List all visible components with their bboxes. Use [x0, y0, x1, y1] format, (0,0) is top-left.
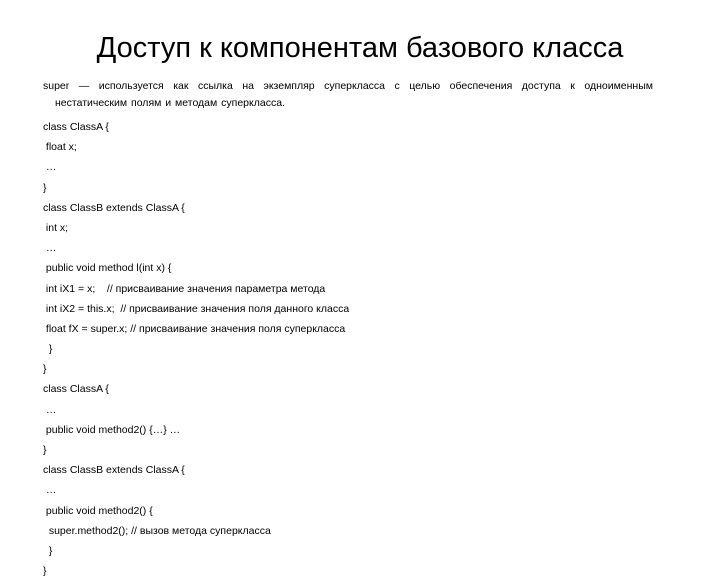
- code-block: [43, 117, 653, 581]
- code-line: }: [43, 181, 47, 194]
- code-line: int iX1 = x; // присваивание значения параметра метода: [43, 282, 326, 295]
- code-line: …: [43, 242, 57, 255]
- code-line: …: [43, 161, 57, 174]
- code-line: int iX2 = this.x; // присваивание значения поля данного класса: [43, 302, 350, 315]
- code-line: super.method2(); // вызов метода суперкласса: [43, 524, 271, 537]
- code-line: float fX = super.x; // присваивание значения поля суперкласса: [43, 322, 346, 335]
- code-line: class ClassA {: [43, 121, 109, 133]
- code-line: }: [43, 444, 47, 456]
- code-line: class ClassA {: [43, 383, 109, 396]
- code-line: public void method2() {…} …: [43, 423, 181, 436]
- code-line: class ClassB extends ClassA {: [43, 464, 185, 477]
- code-line: …: [43, 403, 57, 416]
- code-line: }: [43, 343, 53, 356]
- code-line: }: [43, 544, 53, 557]
- code-line: public void method l(int x) {: [43, 262, 172, 275]
- intro-paragraph: super — используется как ссылка на экземпляр суперкласса с целью обеспечения доступа к одноименным нестатическим полям и методам суперкласса.: [43, 80, 653, 109]
- code-line: public void method2() {: [43, 504, 153, 517]
- code-line: int x;: [43, 221, 69, 234]
- slide-title: Доступ к компонентам базового класса: [96, 32, 624, 64]
- code-line: }: [43, 363, 47, 376]
- code-line: float x;: [43, 141, 77, 154]
- code-line: class ClassB extends ClassA {: [43, 201, 185, 214]
- code-line: }: [43, 565, 47, 578]
- slide-body: [43, 78, 653, 581]
- code-line: …: [43, 484, 57, 497]
